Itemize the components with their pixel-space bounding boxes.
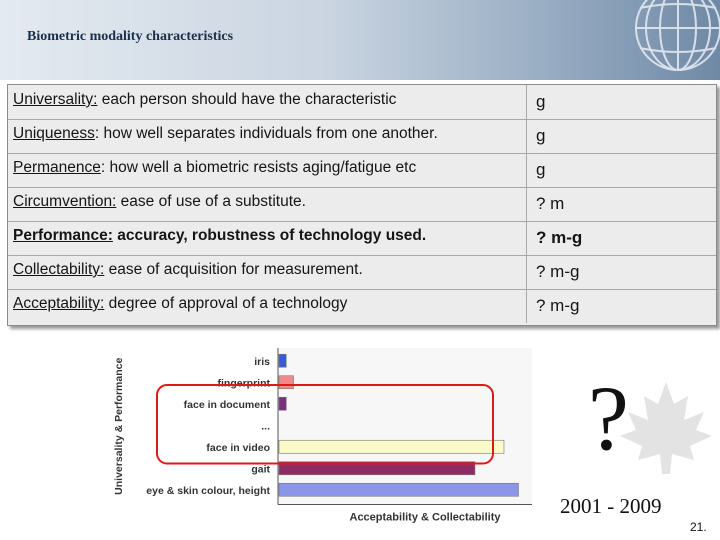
table-row [8, 153, 716, 188]
category-label: fingerprint [217, 377, 270, 390]
row-description [13, 159, 416, 177]
row-rating: ? m-g [536, 228, 583, 247]
category-label: eye & skin colour, height [146, 484, 270, 497]
table-row [8, 119, 716, 154]
bar [279, 440, 504, 453]
row-text: : how well separates individuals from one another. [94, 125, 438, 142]
row-text: degree of approval of a technology [104, 295, 348, 312]
row-rating: g [536, 126, 546, 145]
table-row [8, 255, 716, 290]
row-term: Permanence [13, 159, 101, 176]
row-term: Acceptability: [13, 295, 105, 312]
column-divider [526, 289, 527, 323]
bar [279, 354, 286, 367]
category-label: gait [251, 463, 270, 476]
bar [279, 483, 518, 496]
row-rating: ? m-g [536, 296, 580, 315]
slide-header [0, 0, 720, 80]
row-term: Uniqueness [13, 125, 95, 142]
column-divider [526, 119, 527, 153]
row-description [13, 295, 347, 313]
row-text: accuracy, robustness of technology used. [112, 227, 427, 244]
row-description [13, 227, 426, 245]
slide-title: Biometric modality characteristics [27, 29, 234, 44]
table-row [8, 289, 716, 323]
maple-leaf-watermark [616, 378, 716, 478]
chart-area [0, 340, 540, 525]
row-term: Universality: [13, 91, 98, 108]
category-label: face in video [206, 441, 270, 454]
x-axis-label: Acceptability & Collectability [349, 511, 501, 524]
row-term: Performance: [13, 227, 113, 244]
page-number: 21. [690, 520, 707, 534]
bar [279, 397, 286, 410]
column-divider [526, 187, 527, 221]
row-rating: g [536, 92, 546, 111]
row-text: each person should have the characteristic [97, 91, 397, 108]
column-divider [526, 153, 527, 187]
y-axis-label: Universality & Performance [113, 357, 125, 495]
category-label: iris [254, 355, 270, 368]
row-term: Circumvention: [13, 193, 117, 210]
column-divider [526, 221, 527, 255]
years-label: 2001 - 2009 [560, 494, 662, 518]
question-mark: ? [588, 367, 629, 469]
row-rating: ? m [536, 194, 565, 213]
table-row [8, 85, 716, 120]
row-rating: ? m-g [536, 262, 580, 281]
row-text: : how well a biometric resists aging/fatigue etc [100, 159, 417, 176]
row-description [13, 261, 363, 279]
row-text: ease of use of a substitute. [116, 193, 306, 210]
category-label: ... [261, 420, 270, 433]
category-label: face in document [183, 398, 270, 411]
row-text: ease of acquisition for measurement. [104, 261, 363, 278]
column-divider [526, 85, 527, 119]
row-description [13, 193, 306, 211]
table-row [8, 221, 716, 256]
column-divider [526, 255, 527, 289]
bar [279, 376, 294, 389]
globe-icon [590, 0, 720, 80]
characteristics-table [7, 84, 717, 326]
row-description [13, 91, 396, 109]
row-rating: g [536, 160, 546, 179]
table-row [8, 187, 716, 222]
row-description [13, 125, 438, 143]
row-term: Collectability: [13, 261, 105, 278]
